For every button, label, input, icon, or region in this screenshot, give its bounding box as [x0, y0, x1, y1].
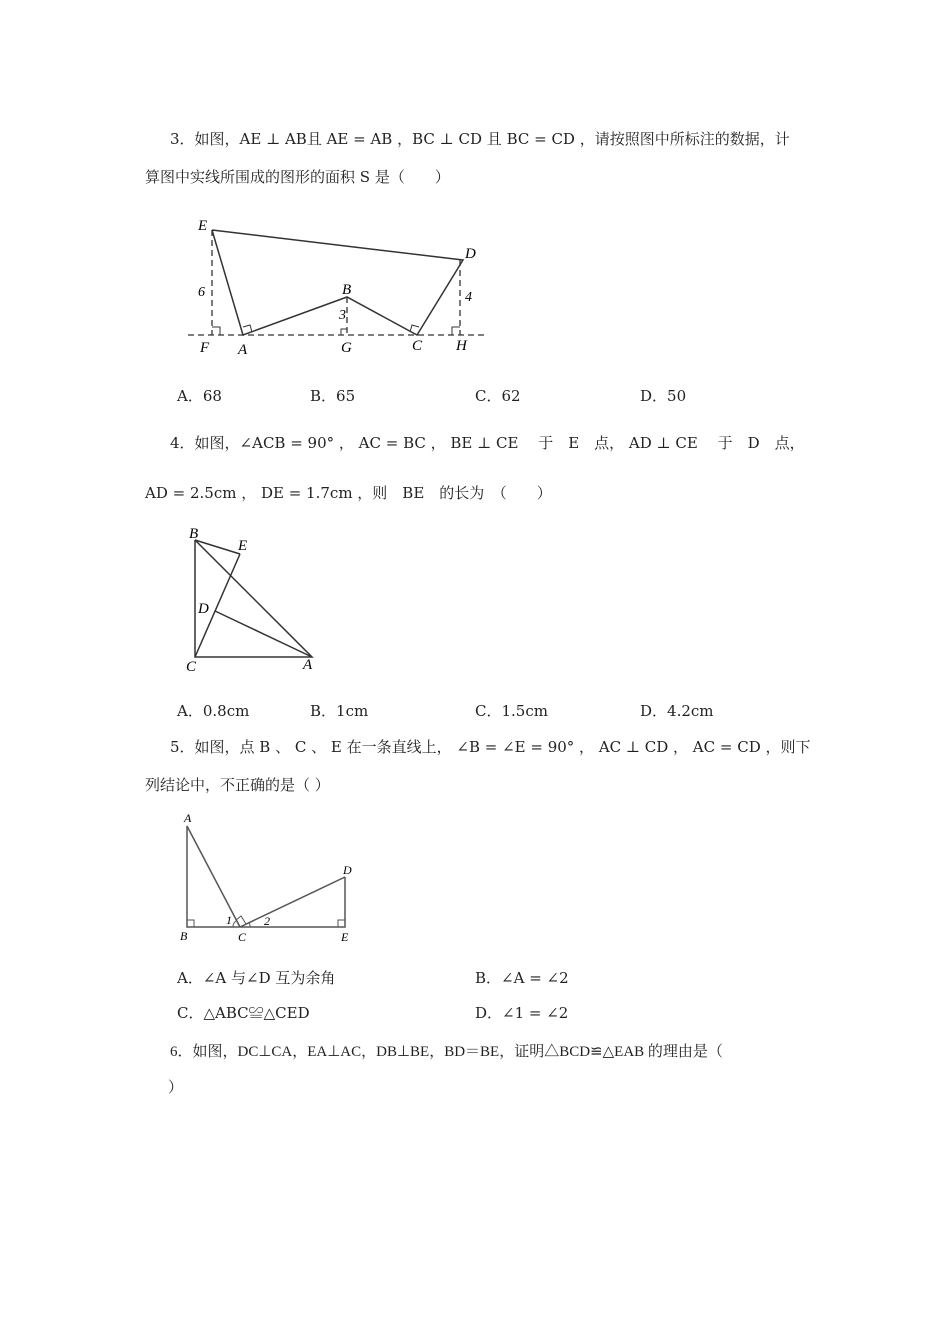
q3-line1: 3．如图，AE ⊥ AB且 AE = AB ，BC ⊥ CD 且 BC = CD ，请按照图中所标注的数据，计	[170, 130, 790, 148]
q5-option-a: A．∠A 与∠D 互为余角	[177, 969, 336, 987]
q5-label-e: E	[341, 930, 349, 944]
q5-label-a: A	[184, 811, 192, 825]
q5-label-b: B	[180, 929, 188, 943]
q3-option-b: B．65	[310, 387, 356, 405]
q5-line2: 列结论中，不正确的是（ ）	[145, 776, 330, 794]
q4-line2: AD = 2.5cm ， DE = 1.7cm ，则 BE 的长为 （ ）	[145, 484, 552, 502]
q3-option-a: A．68	[177, 387, 222, 405]
q4-option-c: C．1.5cm	[475, 702, 548, 720]
q3-label-e: E	[198, 218, 208, 234]
q3-label-3: 3	[339, 308, 346, 323]
q5-figure	[170, 808, 370, 948]
q6-line2: ）	[168, 1078, 184, 1096]
q4-option-a: A．0.8cm	[177, 702, 250, 720]
q3-label-f: F	[200, 340, 210, 356]
q4-label-d: D	[198, 601, 209, 617]
q3-label-g: G	[341, 340, 352, 356]
q3-label-h: H	[456, 338, 467, 354]
q5-option-b: B．∠A = ∠2	[475, 969, 569, 987]
q5-label-c: C	[238, 930, 247, 944]
q3-label-d: D	[465, 246, 476, 262]
q5-line1: 5．如图，点 B 、 C 、 E 在一条直线上， ∠B = ∠E = 90° ， AC ⊥ CD ， AC = CD ，则下	[170, 738, 811, 756]
q4-label-b: B	[189, 526, 199, 542]
q3-label-c: C	[412, 338, 423, 354]
q3-option-c: C．62	[475, 387, 521, 405]
q5-option-c: C．△ABC≌△CED	[177, 1004, 310, 1022]
q4-line1: 4．如图，∠ACB = 90° ， AC = BC ， BE ⊥ CE 于 E 点， AD ⊥ CE 于 D 点，	[170, 434, 805, 452]
q3-figure	[180, 210, 500, 360]
q4-label-a: A	[303, 657, 313, 673]
q4-option-b: B．1cm	[310, 702, 369, 720]
q5-option-d: D．∠1 = ∠2	[475, 1004, 569, 1022]
q5-label-1: 1	[226, 913, 232, 927]
q4-label-e: E	[238, 538, 248, 554]
q4-option-d: D．4.2cm	[640, 702, 714, 720]
q3-label-6: 6	[198, 285, 205, 300]
q5-label-d: D	[343, 863, 352, 877]
q3-line2: 算图中实线所围成的图形的面积 S 是（ ）	[145, 168, 450, 186]
q3-label-4: 4	[465, 290, 472, 305]
q5-label-2: 2	[264, 914, 270, 928]
q4-label-c: C	[186, 659, 197, 675]
q3-label-a: A	[238, 342, 248, 358]
q3-label-b: B	[342, 282, 352, 298]
q6-line1: 6．如图，DC⊥CA，EA⊥AC，DB⊥BE，BD＝BE，证明△BCD≌△EAB 的理由是（	[170, 1044, 723, 1060]
q3-option-d: D．50	[640, 387, 687, 405]
q4-figure	[180, 520, 330, 680]
